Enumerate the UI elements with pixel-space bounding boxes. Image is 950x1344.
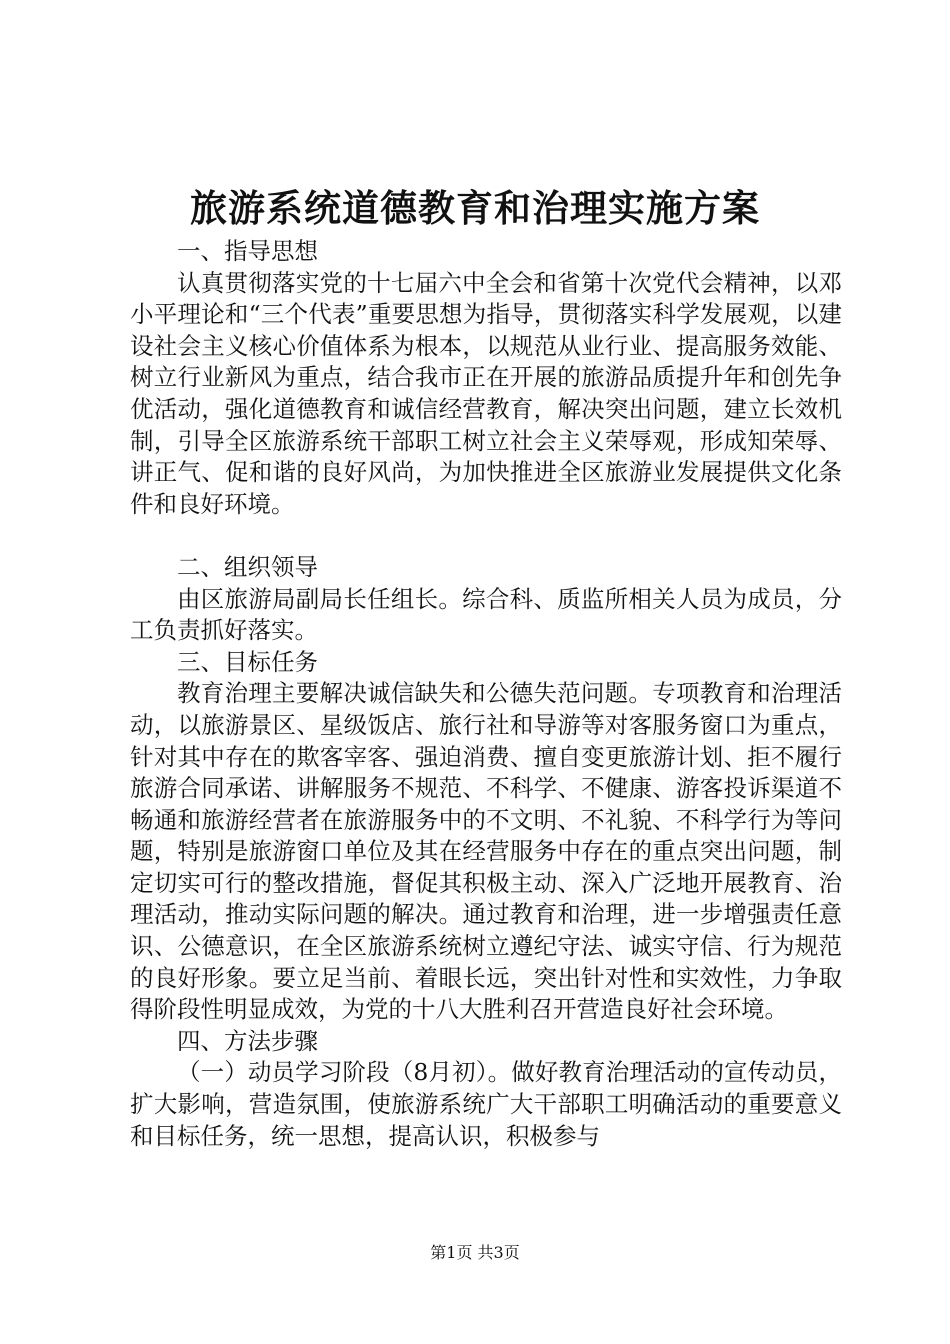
page-number: 第1页 共3页 <box>430 1243 520 1262</box>
document-title: 旅游系统道德教育和治理实施方案 <box>190 186 760 230</box>
section-heading-organization: 二、组织领导 <box>177 552 318 581</box>
paragraph-gap <box>130 520 842 552</box>
document-body <box>130 236 842 1152</box>
paragraph-goals: 教育治理主要解决诚信缺失和公德失范问题。专项教育和治理活动，以旅游景区、星级饭店、旅行社和导游等对客服务窗口为重点，针对其中存在的欺客宰客、强迫消费、擅自变更旅游计划、拒不履行旅游合同承诺、讲解服务不规范、不科学、不健康、游客投诉渠道不畅通和旅游经营者在旅游服务中的不文明、不礼貌、不科学行为等问题，特别是旅游窗口单位及其在经营服务中存在的重点突出问题，制定切实可行的整改措施，督促其积极主动、深入广泛地开展教育、治理活动，推动实际问题的解决。通过教育和治理，进一步增强责任意识、公德意识，在全区旅游系统树立遵纪守法、诚实守信、行为规范的良好形象。要立足当前、着眼长远，突出针对性和实效性，力争取得阶段性明显成效，为党的十八大胜利召开营造良好社会环境。 <box>130 679 842 1024</box>
section-heading-steps: 四、方法步骤 <box>177 1026 318 1055</box>
paragraph-guiding-thought: 认真贯彻落实党的十七届六中全会和省第十次党代会精神，以邓小平理论和“三个代表”重要思想为指导，贯彻落实科学发展观，以建设社会主义核心价值体系为根本，以规范从业行业、提高服务效能、树立行业新风为重点，结合我市正在开展的旅游品质提升年和创先争优活动，强化道德教育和诚信经营教育，解决突出问题，建立长效机制，引导全区旅游系统干部职工树立社会主义荣辱观，形成知荣辱、讲正气、促和谐的良好风尚，为加快推进全区旅游业发展提供文化条件和良好环境。 <box>130 268 842 518</box>
paragraph-steps: （一）动员学习阶段（8月初）。做好教育治理活动的宣传动员，扩大影响，营造氛围，使旅游系统广大干部职工明确活动的重要意义和目标任务，统一思想，提高认识，积极参与 <box>130 1058 842 1150</box>
section-heading-goals: 三、目标任务 <box>177 647 318 676</box>
section-heading-guiding-thought: 一、指导思想 <box>177 237 318 265</box>
paragraph-organization: 由区旅游局副局长任组长。综合科、质监所相关人员为成员，分工负责抓好落实。 <box>130 584 842 645</box>
